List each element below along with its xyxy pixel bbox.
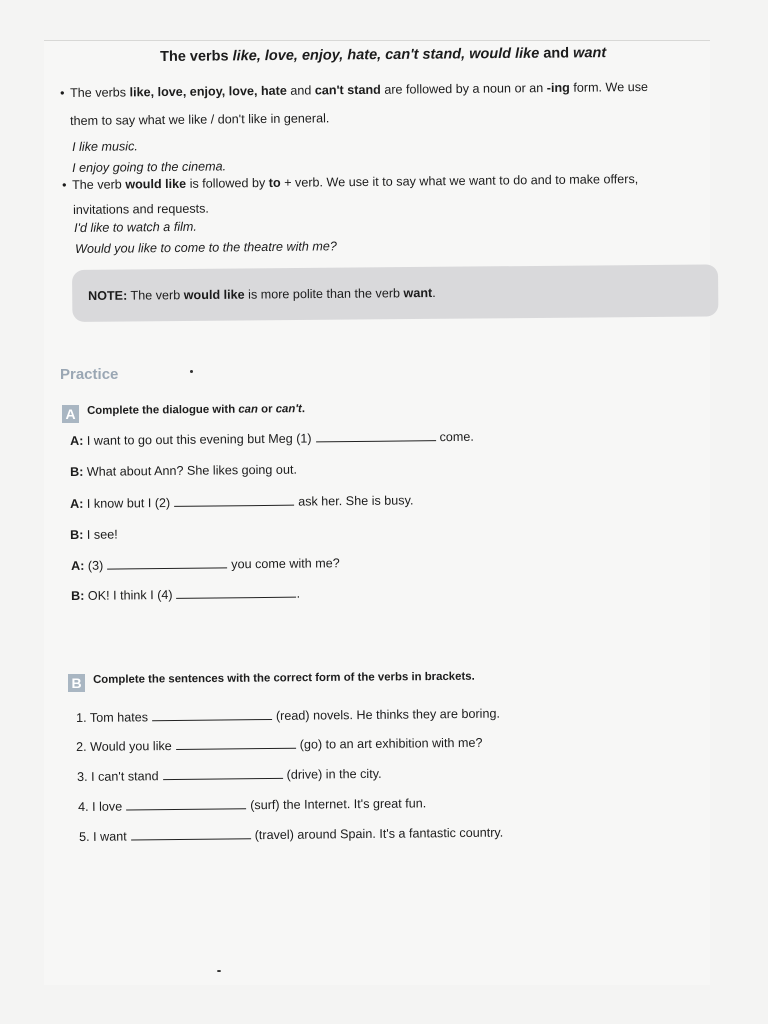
dialogue-text: I want to go out this evening but Meg (1) xyxy=(83,431,312,448)
answer-blank-b3[interactable] xyxy=(163,767,283,780)
rule2-text-b: is followed by xyxy=(186,175,269,191)
item-text: 5. I want xyxy=(79,829,127,844)
note-verb-b: want xyxy=(403,285,433,301)
title-and: and xyxy=(539,45,574,62)
item-text-after: (read) novels. He thinks they are boring. xyxy=(275,706,501,723)
answer-blank-b4[interactable] xyxy=(126,797,246,810)
rule1-verbs: like, love, enjoy, love, hate xyxy=(129,83,287,100)
title-verbs: like, love, enjoy, hate, can't stand, would like xyxy=(232,45,540,65)
speaker: B: xyxy=(71,588,85,603)
item-text-after: (drive) in the city. xyxy=(286,766,382,782)
speaker: A: xyxy=(71,558,85,573)
rule2-text-a: The verb xyxy=(72,177,126,192)
rule2-to: to xyxy=(268,175,281,190)
answer-blank-b2[interactable] xyxy=(176,737,296,750)
item-text-after: (travel) around Spain. It's a fantastic country. xyxy=(254,825,504,843)
section-a-instruction xyxy=(87,403,305,417)
rule1-example1: I like music. xyxy=(72,139,138,154)
answer-blank-3[interactable] xyxy=(107,556,227,569)
dialogue-text: I know but I (2) xyxy=(83,495,171,511)
speck xyxy=(217,970,221,972)
section-b-badge: B xyxy=(68,674,85,692)
item-text: 4. I love xyxy=(78,799,123,814)
speaker: A: xyxy=(70,496,84,511)
note-label: NOTE: xyxy=(88,288,128,303)
answer-blank-4[interactable] xyxy=(176,586,296,599)
dialogue-text: I see! xyxy=(83,527,118,542)
dialogue-line-6 xyxy=(71,586,300,603)
note-text-c: . xyxy=(432,285,436,300)
speaker: A: xyxy=(70,433,84,448)
rule1-verb-b: can't stand xyxy=(314,82,381,98)
dialogue-text-after: . xyxy=(296,586,301,601)
dialogue-text-after: come. xyxy=(439,429,474,445)
rule2-example2: Would you like to come to the theatre with me? xyxy=(75,239,337,256)
section-a-word2: can't xyxy=(275,403,302,416)
rule2-text-c: + verb. We use it to say what we want to do and to make offers, xyxy=(280,172,639,190)
speck xyxy=(190,370,193,373)
rule1-ing: -ing xyxy=(546,80,570,96)
item-text: 2. Would you like xyxy=(76,738,172,754)
dialogue-text: (3) xyxy=(84,558,104,573)
dialogue-line-5 xyxy=(71,555,340,573)
section-a-instr-c: . xyxy=(301,403,306,416)
answer-blank-1[interactable] xyxy=(316,429,436,442)
rule2-verb: would like xyxy=(125,176,187,192)
item-text-after: (surf) the Internet. It's great fun. xyxy=(250,796,427,813)
item-text: 1. Tom hates xyxy=(76,710,149,725)
dialogue-text-after: you come with me? xyxy=(231,556,340,572)
rule1-text-d: form. We use xyxy=(569,79,649,95)
rule1-text-a: The verbs xyxy=(70,85,130,100)
note-text-b: is more polite than the verb xyxy=(244,286,404,302)
rule1-example2: I enjoy going to the cinema. xyxy=(72,159,227,175)
rule2-example1: I'd like to watch a film. xyxy=(74,219,197,235)
item-text: 3. I can't stand xyxy=(77,769,159,784)
speaker: B: xyxy=(70,527,84,542)
answer-blank-b5[interactable] xyxy=(131,827,251,840)
title-last-verb: want xyxy=(573,45,607,62)
dialogue-text: OK! I think I (4) xyxy=(84,587,173,603)
speaker: B: xyxy=(70,464,84,479)
answer-blank-b1[interactable] xyxy=(152,708,272,721)
rule1-text-c: are followed by a noun or an xyxy=(380,81,547,97)
rule1-line2: them to say what we like / don't like in general. xyxy=(70,111,330,128)
section-b-instruction: Complete the sentences with the correct form of the verbs in brackets. xyxy=(93,670,475,686)
note-text-a: The verb xyxy=(127,288,184,303)
dialogue-line-4 xyxy=(70,528,118,542)
practice-heading: Practice xyxy=(60,366,119,383)
item-text-after: (go) to an art exhibition with me? xyxy=(299,735,483,752)
section-a-badge: A xyxy=(62,405,79,423)
section-a-instr-a: Complete the dialogue with xyxy=(87,403,239,417)
note-verb-a: would like xyxy=(183,287,245,303)
exercise-item-3 xyxy=(77,766,382,784)
answer-blank-2[interactable] xyxy=(174,494,294,507)
rule1-text-b: and xyxy=(286,83,315,98)
dialogue-text: What about Ann? She likes going out. xyxy=(83,462,297,479)
dialogue-line-2 xyxy=(70,463,297,479)
rule2-line2: invitations and requests. xyxy=(73,201,209,217)
dialogue-text-after: ask her. She is busy. xyxy=(298,493,414,509)
section-a-word1: can xyxy=(238,403,258,416)
section-a-instr-b: or xyxy=(257,403,276,416)
title-prefix: The verbs xyxy=(160,48,233,65)
